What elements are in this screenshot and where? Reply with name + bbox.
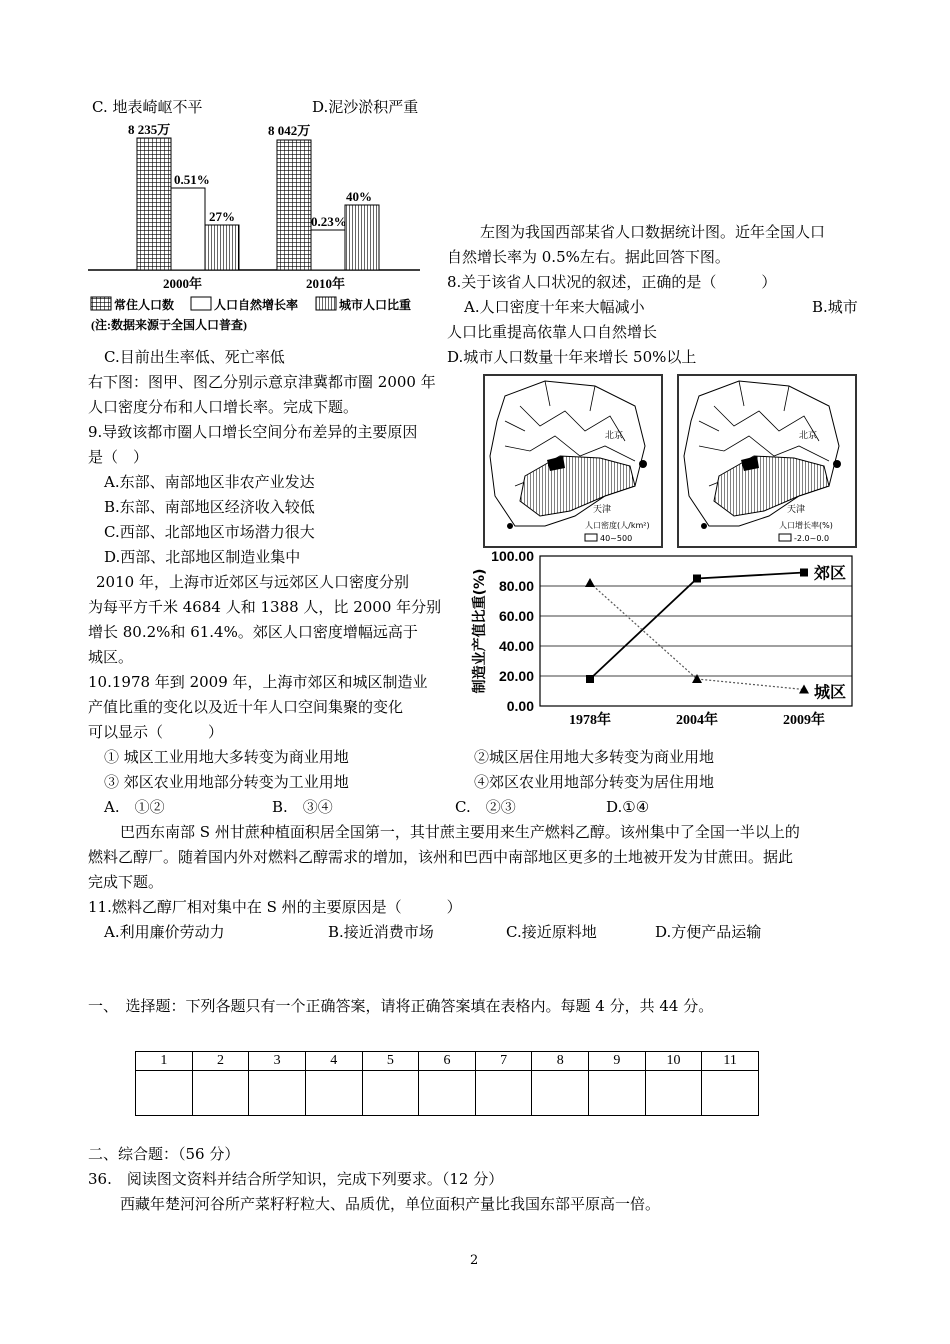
answer-blank-cell[interactable]: [645, 1071, 702, 1116]
legend-growth-rate: 人口自然增长率: [214, 298, 299, 312]
legend-population: 常住人口数: [114, 298, 175, 312]
q10-answer-a: A. ①②: [104, 798, 165, 816]
q10-option-2: ②城区居住用地大多转变为商业用地: [474, 748, 715, 766]
answer-number-cell: 3: [249, 1052, 306, 1071]
answer-blank-cell[interactable]: [362, 1071, 419, 1116]
answer-blank-cell[interactable]: [475, 1071, 532, 1116]
q36-stem: 36. 阅读图文资料并结合所学知识，完成下列要求。（12 分）: [88, 1170, 504, 1188]
point-suburb-2009年: [800, 569, 808, 577]
q9-option-b: B.东部、南部地区经济收入较低: [104, 498, 315, 516]
bar-2010-population: [277, 140, 311, 270]
map-intro-line1: 右下图：图甲、图乙分别示意京津冀都市圈 2000 年: [88, 373, 436, 391]
map-left-beijing: 北京: [605, 431, 624, 441]
y-tick-label: 60.00: [498, 608, 534, 624]
q10-stem-line3: 可以显示（ ）: [88, 723, 224, 741]
y-tick-label: 20.00: [498, 668, 534, 684]
q8-option-b-cont: 人口比重提高依靠人口自然增长: [447, 323, 658, 341]
q36-text: 西藏年楚河河谷所产菜籽籽粒大、品质优，单位面积产量比我国东部平原高一倍。: [120, 1195, 661, 1213]
q11-option-d: D.方便产品运输: [655, 923, 762, 941]
label-2010-growth-rate: 0.23%: [311, 214, 347, 229]
answer-blank-cell[interactable]: [419, 1071, 476, 1116]
y-tick-label: 80.00: [498, 578, 534, 594]
x-tick-label: 2009年: [783, 713, 825, 728]
category-2010: 2010年: [306, 276, 346, 291]
shanghai-text-line4: 城区。: [88, 648, 134, 666]
category-2000: 2000年: [163, 276, 203, 291]
q11-stem: 11.燃料乙醇厂相对集中在 S 州的主要原因是（ ）: [88, 898, 462, 916]
shanghai-text-line1: 2010 年，上海市近郊区与远郊区人口密度分别: [96, 573, 409, 591]
section2-heading: 二、综合题：（56 分）: [88, 1145, 240, 1163]
answer-blank-cell[interactable]: [532, 1071, 589, 1116]
y-tick-label: 100.00: [491, 548, 534, 564]
brazil-text-line1: 巴西东南部 S 州甘蔗种植面积居全国第一，其甘蔗主要用来生产燃料乙醇。该州集中了全国一半以上的: [120, 823, 800, 841]
shanghai-text-line3: 增长 80.2%和 61.4%。郊区人口密度增幅远高于: [88, 623, 418, 641]
q8-stem: 8.关于该省人口状况的叙述，正确的是（ ）: [447, 273, 777, 291]
map-left-legend-title: 人口密度(人/km²): [585, 521, 650, 530]
brazil-text-line3: 完成下题。: [88, 873, 164, 891]
legend-urban-ratio: 城市人口比重: [339, 298, 412, 312]
point-suburb-2004年: [693, 575, 701, 583]
map-population-density: [483, 374, 663, 548]
x-tick-label: 2004年: [676, 713, 718, 728]
q11-option-b: B.接近消费市场: [328, 923, 434, 941]
answer-number-cell: 8: [532, 1052, 589, 1071]
answer-number-cell: 5: [362, 1052, 419, 1071]
answer-number-cell: 7: [475, 1052, 532, 1071]
label-2000-population: 8 235万: [128, 122, 171, 137]
pop-chart-intro-line2: 自然增长率为 0.5%左右。据此回答下图。: [447, 248, 730, 266]
q10-stem-line2: 产值比重的变化以及近十年人口空间集聚的变化: [88, 698, 404, 716]
map-left-tianjin: 天津: [593, 505, 612, 515]
series-label-urban: 城区: [814, 682, 847, 702]
q8-option-a: A.人口密度十年来大幅减小: [464, 298, 645, 316]
q10-stem-line1: 10.1978 年到 2009 年，上海市郊区和城区制造业: [88, 673, 428, 691]
label-2010-population: 8 042万: [268, 123, 311, 138]
label-2000-urban-ratio: 27%: [209, 209, 235, 224]
answer-blank-cell[interactable]: [702, 1071, 759, 1116]
map-right-tianjin: 天津: [787, 505, 806, 515]
q8-option-c: C.目前出生率低、死亡率低: [104, 348, 285, 366]
bar-2010-growth-rate: [311, 230, 345, 270]
bar-2000-population: [137, 138, 171, 270]
q10-option-1: ① 城区工业用地大多转变为商业用地: [104, 748, 349, 766]
answer-number-cell: 6: [419, 1052, 476, 1071]
q10-answer-d: D.①④: [606, 798, 650, 816]
answer-number-cell: 1: [136, 1052, 193, 1071]
q8-option-b: B.城市: [812, 298, 858, 316]
q9-option-a: A.东部、南部地区非农产业发达: [104, 473, 315, 491]
map-population-growth: [677, 374, 857, 548]
q10-answer-b: B. ③④: [272, 798, 333, 816]
q9-stem-line1: 9.导致该都市圈人口增长空间分布差异的主要原因: [88, 423, 418, 441]
bar-2000-growth-rate: [171, 188, 205, 270]
y-axis-label: 制造业产值比重(%): [472, 568, 488, 694]
brazil-text-line2: 燃料乙醇厂。随着国内外对燃料乙醇需求的增加，该州和巴西中南部地区更多的土地被开发为甘蔗田。据此: [88, 848, 794, 866]
q9-option-c: C.西部、北部地区市场潜力很大: [104, 523, 315, 541]
map-right-legend-title: 人口增长率(%): [779, 521, 833, 530]
answer-blank-cell[interactable]: [192, 1071, 249, 1116]
q10-option-4: ④郊区农业用地部分转变为居住用地: [474, 773, 715, 791]
answer-number-cell: 4: [305, 1052, 362, 1071]
page-number: 2: [470, 1253, 479, 1268]
section1-heading: 一、 选择题：下列各题只有一个正确答案，请将正确答案填在表格内。每题 4 分，共 44 分。: [88, 997, 714, 1015]
series-label-suburb: 郊区: [814, 563, 847, 583]
map-intro-line2: 人口密度分布和人口增长率。完成下题。: [88, 398, 359, 416]
map-right-legend-item: -2.0~0.0: [794, 534, 830, 543]
q10-option-3: ③ 郊区农业用地部分转变为工业用地: [104, 773, 349, 791]
bar-2000-urban-ratio: [205, 225, 239, 270]
q7-option-d: D.泥沙淤积严重: [312, 98, 419, 116]
q7-option-c: C. 地表崎岖不平: [92, 98, 203, 116]
q8-option-d: D.城市人口数量十年来增长 50%以上: [447, 348, 697, 366]
answer-number-cell: 9: [589, 1052, 646, 1071]
answer-table: [135, 1051, 759, 1116]
q9-stem-line2: 是（ ）: [88, 448, 149, 466]
y-tick-label: 40.00: [498, 638, 534, 654]
chart-source-note: (注:数据来源于全国人口普查): [91, 318, 247, 332]
shanghai-text-line2: 为每平方千米 4684 人和 1388 人，比 2000 年分别: [88, 598, 442, 616]
bar-2010-urban-ratio: [345, 205, 379, 270]
q10-answer-c: C. ②③: [455, 798, 516, 816]
pop-chart-intro-line1: 左图为我国西部某省人口数据统计图。近年全国人口: [480, 223, 826, 241]
y-tick-label: 0.00: [506, 698, 534, 714]
answer-blank-cell[interactable]: [305, 1071, 362, 1116]
map-left-legend-item: 40~500: [600, 534, 633, 543]
q11-option-c: C.接近原料地: [506, 923, 597, 941]
point-suburb-1978年: [586, 675, 594, 683]
population-bar-chart: [88, 118, 460, 336]
answer-number-cell: 10: [645, 1052, 702, 1071]
map-right-beijing: 北京: [799, 431, 818, 441]
q9-option-d: D.西部、北部地区制造业集中: [104, 548, 301, 566]
manufacturing-share-chart: [462, 548, 864, 728]
q11-option-a: A.利用廉价劳动力: [104, 923, 225, 941]
answer-blank-cell[interactable]: [136, 1071, 193, 1116]
answer-blank-cell[interactable]: [589, 1071, 646, 1116]
label-2010-urban-ratio: 40%: [346, 189, 372, 204]
answer-number-cell: 11: [702, 1052, 759, 1071]
label-2000-growth-rate: 0.51%: [174, 172, 210, 187]
answer-number-cell: 2: [192, 1052, 249, 1071]
x-tick-label: 1978年: [569, 713, 611, 728]
answer-blank-cell[interactable]: [249, 1071, 306, 1116]
